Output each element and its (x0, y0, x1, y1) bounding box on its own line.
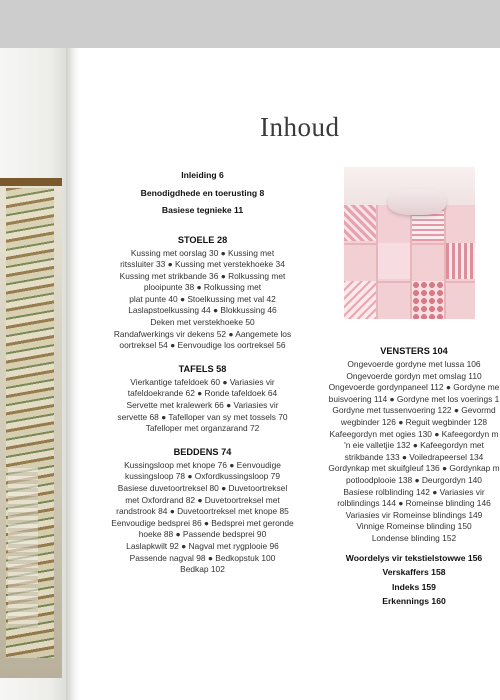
section-entries: Ongevoerde gordyne met lussa 106 Ongevoerde gordyn met omslag 110 Ongevoerde gordynpaneel 112 ● Gordyne me buisvoering 114 ● Gordyne met los voerings 1 Gordyne met tussenvoering 122 ● Gevormd wegbinder 126 ● Reguit wegbinder 128 Kafeegordyn met ogies 130 ● Kafeegordyn m 'n eie valletjie 132 ● Kafeegordyn met strikbande 133 ● Voiledrapeersel 134 Gordynkap met skuifgleuf 136 ● Gordynkap m potloodplooie 138 ● Deurgordyn 140 Basiese rolblinding 142 ● Variasies vir rolblindings 144 ● Romeinse blinding 146 Variasies vir Romeinse blindings 149 Vinnige Romeinse blinding 150 Londense blinding 152 (328, 359, 500, 543)
bed-quilt-photo (344, 167, 475, 319)
section-entries: Kussing met oorslag 30 ● Kussing met ritssluiter 33 ● Kussing met verstekhoeke 34 Kussing met strikbande 36 ● Rolkussing met plooipunte 38 ● Rolkussing met plat punte 40 ● Stoelkussing met val 42 Laslapstoelkussing 44 ● Blokkussing 46 Deken met verstekhoeke 50 Randafwerkings vir dekens 52 ● Aangemete los oortreksel 54 ● Eenvoudige los oortreksel 56 (113, 247, 292, 351)
toc-entry: Woordelys vir tekstielstowwe 156 (345, 552, 483, 563)
contents-left-column (100, 167, 305, 576)
quilt-patch (378, 243, 410, 279)
quilt-patch (344, 205, 376, 241)
section-heading: VENSTERS 104 (380, 346, 448, 356)
section-vensters (316, 345, 500, 545)
quilt-patch (412, 281, 444, 319)
quilt-patch (446, 243, 475, 279)
curtain-rod (0, 178, 62, 186)
toc-entry: Inleiding 6 (181, 170, 224, 180)
section-heading: BEDDENS 74 (173, 446, 232, 457)
section-stoele (100, 234, 305, 352)
toc-entry: Basiese tegnieke 11 (161, 205, 244, 215)
pillow (388, 189, 446, 215)
toc-entry: Verskaffers 158 (382, 567, 446, 578)
toc-entry: Indeks 159 (392, 581, 436, 592)
curtain-photo (0, 178, 62, 678)
patchwork-quilt (344, 205, 475, 319)
section-beddens (100, 446, 305, 576)
section-tafels (100, 363, 305, 435)
back-matter-list (316, 551, 500, 609)
section-entries: Kussingsloop met knope 76 ● Eenvoudige kussingsloop 78 ● Oxfordkussingsloop 79 Basiese duvetoortreksel 80 ● Duvetoortreksel met Oxfordrand 82 ● Duvetoortreksel met randstrook 84 ● Duvetoortreksel met knope 85 Eenvoudige bedsprei 86 ● Bedsprei met geronde hoeke 88 ● Passende bedsprei 90 Laslapkwilt 92 ● Nagval met rygplooie 96 Passende nagval 98 ● Bedkopstuk 100 Bedkap 102 (111, 459, 294, 575)
toc-entry: Erkennings 160 (382, 596, 446, 607)
toc-entry: Benodigdhede en toerusting 8 (140, 187, 265, 198)
section-heading: STOELE 28 (177, 234, 228, 245)
section-entries: Vierkantige tafeldoek 60 ● Variasies vir tafeldoekrande 62 ● Ronde tafeldoek 64 Servette met kralewerk 66 ● Variasies vir servette 68 ● Tafelloper van sy met tossels 70 Tafelloper met organzarand 72 (117, 376, 288, 434)
intro-list (100, 167, 305, 220)
section-heading: TAFELS 58 (178, 363, 227, 374)
scanner-top-bar (0, 0, 500, 48)
page-title: Inhoud (260, 112, 340, 142)
book-gutter (66, 48, 80, 700)
quilt-patch (344, 281, 376, 319)
contents-right-column (316, 334, 500, 609)
checked-fabric (8, 468, 38, 628)
